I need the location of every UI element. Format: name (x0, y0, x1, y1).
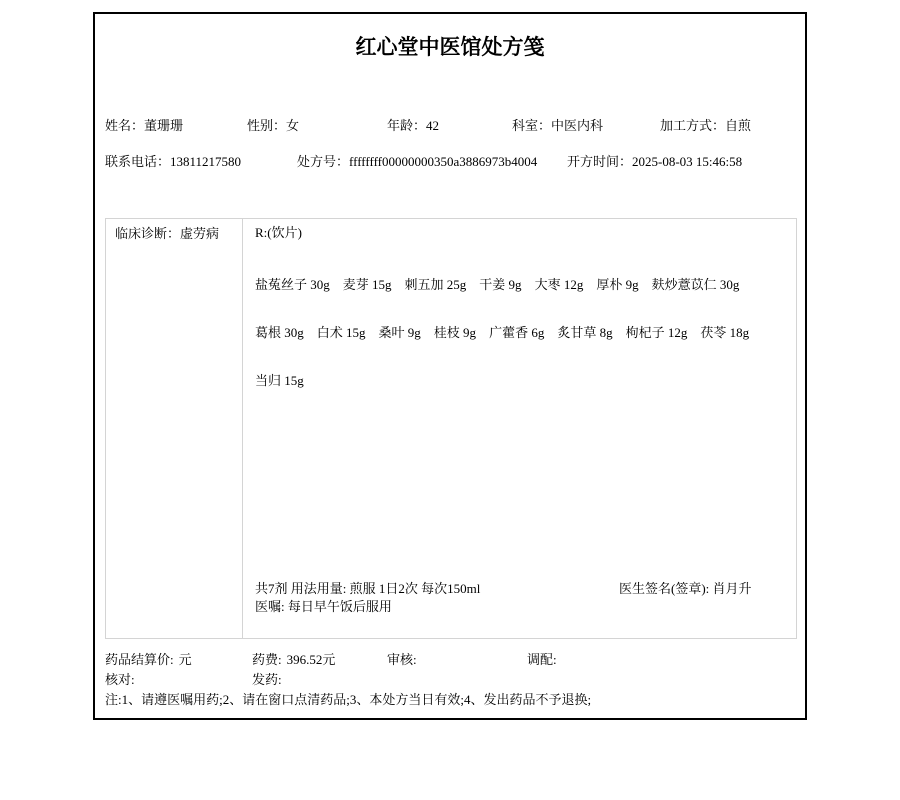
herb-item: 麸炒薏苡仁 30g (651, 277, 740, 292)
patient-age-field (387, 118, 439, 134)
dispense-prep-field (527, 652, 562, 668)
herb-item: 干姜 9g (479, 277, 522, 292)
doctor-signature-value: 肖月升 (712, 581, 752, 596)
herb-item: 大枣 12g (534, 277, 584, 292)
processing-method-label: 加工方式： (660, 118, 726, 133)
usage-summary: 共7剂 用法用量: 煎服 1日2次 每次150ml (255, 581, 481, 596)
settlement-price-label: 药品结算价: (105, 652, 174, 667)
herb-item: 广藿香 6g (489, 325, 545, 340)
page-title: 红心堂中医馆处方笺 (355, 35, 545, 59)
prescription-no-field (297, 154, 537, 170)
patient-gender-value: 女 (286, 118, 300, 133)
processing-method-field (660, 118, 751, 134)
herb-item: 当归 15g (255, 373, 304, 388)
herb-line-2 (255, 325, 784, 341)
medicine-fee-label: 药费: (252, 652, 282, 667)
herb-item: 茯苓 18g (700, 325, 750, 340)
check-label: 核对: (105, 672, 135, 687)
phone-field (105, 154, 241, 170)
herb-line-1 (255, 277, 784, 293)
processing-method-value: 自煎 (725, 118, 752, 133)
phone-label: 联系电话： (105, 154, 171, 169)
patient-name-label: 姓名： (105, 118, 145, 133)
diagnosis-value: 虚劳病 (180, 226, 220, 241)
patient-age-label: 年龄： (387, 118, 427, 133)
prescription-table (105, 218, 797, 639)
patient-name-field (105, 118, 183, 134)
issue-time-label: 开方时间： (567, 154, 633, 169)
herb-line-3 (255, 373, 784, 389)
rx-header: R:(饮片) (255, 225, 302, 240)
patient-name-value: 董珊珊 (144, 118, 184, 133)
medicine-fee-field (252, 652, 335, 668)
diagnosis-cell (106, 219, 243, 638)
review-field (387, 652, 422, 668)
herb-item: 白术 15g (316, 325, 366, 340)
rx-cell (243, 219, 796, 638)
dispense-field (252, 672, 287, 688)
department-value: 中医内科 (551, 118, 604, 133)
prescription-no-label: 处方号： (297, 154, 350, 169)
doctor-signature (619, 580, 752, 598)
footer-note: 注:1、请遵医嘱用药;2、请在窗口点清药品;3、本处方当日有效;4、发出药品不予退换; (105, 692, 592, 707)
diagnosis-label: 临床诊断： (115, 226, 181, 241)
herb-item: 枸杞子 12g (625, 325, 688, 340)
dispense-prep-label: 调配: (527, 652, 557, 667)
patient-age-value: 42 (426, 118, 440, 133)
issue-time-field (567, 154, 742, 170)
review-label: 审核: (387, 652, 417, 667)
herb-item: 盐菟丝子 30g (255, 277, 330, 292)
check-field (105, 672, 140, 688)
herb-item: 桂枝 9g (433, 325, 477, 340)
herb-item: 桑叶 9g (378, 325, 421, 340)
prescription-no-value: ffffffff00000000350a3886973b4004 (349, 154, 538, 169)
phone-value: 13811217580 (170, 154, 242, 169)
herb-item: 刺五加 25g (404, 277, 467, 292)
herb-item: 炙甘草 8g (557, 325, 613, 340)
usage-block (255, 580, 784, 616)
medicine-fee-value: 396.52元 (286, 652, 336, 667)
issue-time-value: 2025-08-03 15:46:58 (632, 154, 743, 169)
prescription-sheet (93, 12, 807, 720)
herb-item: 葛根 30g (255, 325, 304, 340)
doctor-signature-label: 医生签名(签章): (619, 581, 710, 596)
department-label: 科室： (512, 118, 552, 133)
settlement-price-value: 元 (178, 652, 192, 667)
patient-gender-field (247, 118, 299, 134)
herb-item: 麦芽 15g (342, 277, 392, 292)
medical-advice: 医嘱: 每日早午饭后服用 (255, 599, 392, 614)
patient-gender-label: 性别： (247, 118, 287, 133)
settlement-price-field (105, 652, 192, 668)
department-field (512, 118, 603, 134)
dispense-label: 发药: (252, 672, 282, 687)
herb-item: 厚朴 9g (596, 277, 639, 292)
usage-row (255, 580, 784, 598)
